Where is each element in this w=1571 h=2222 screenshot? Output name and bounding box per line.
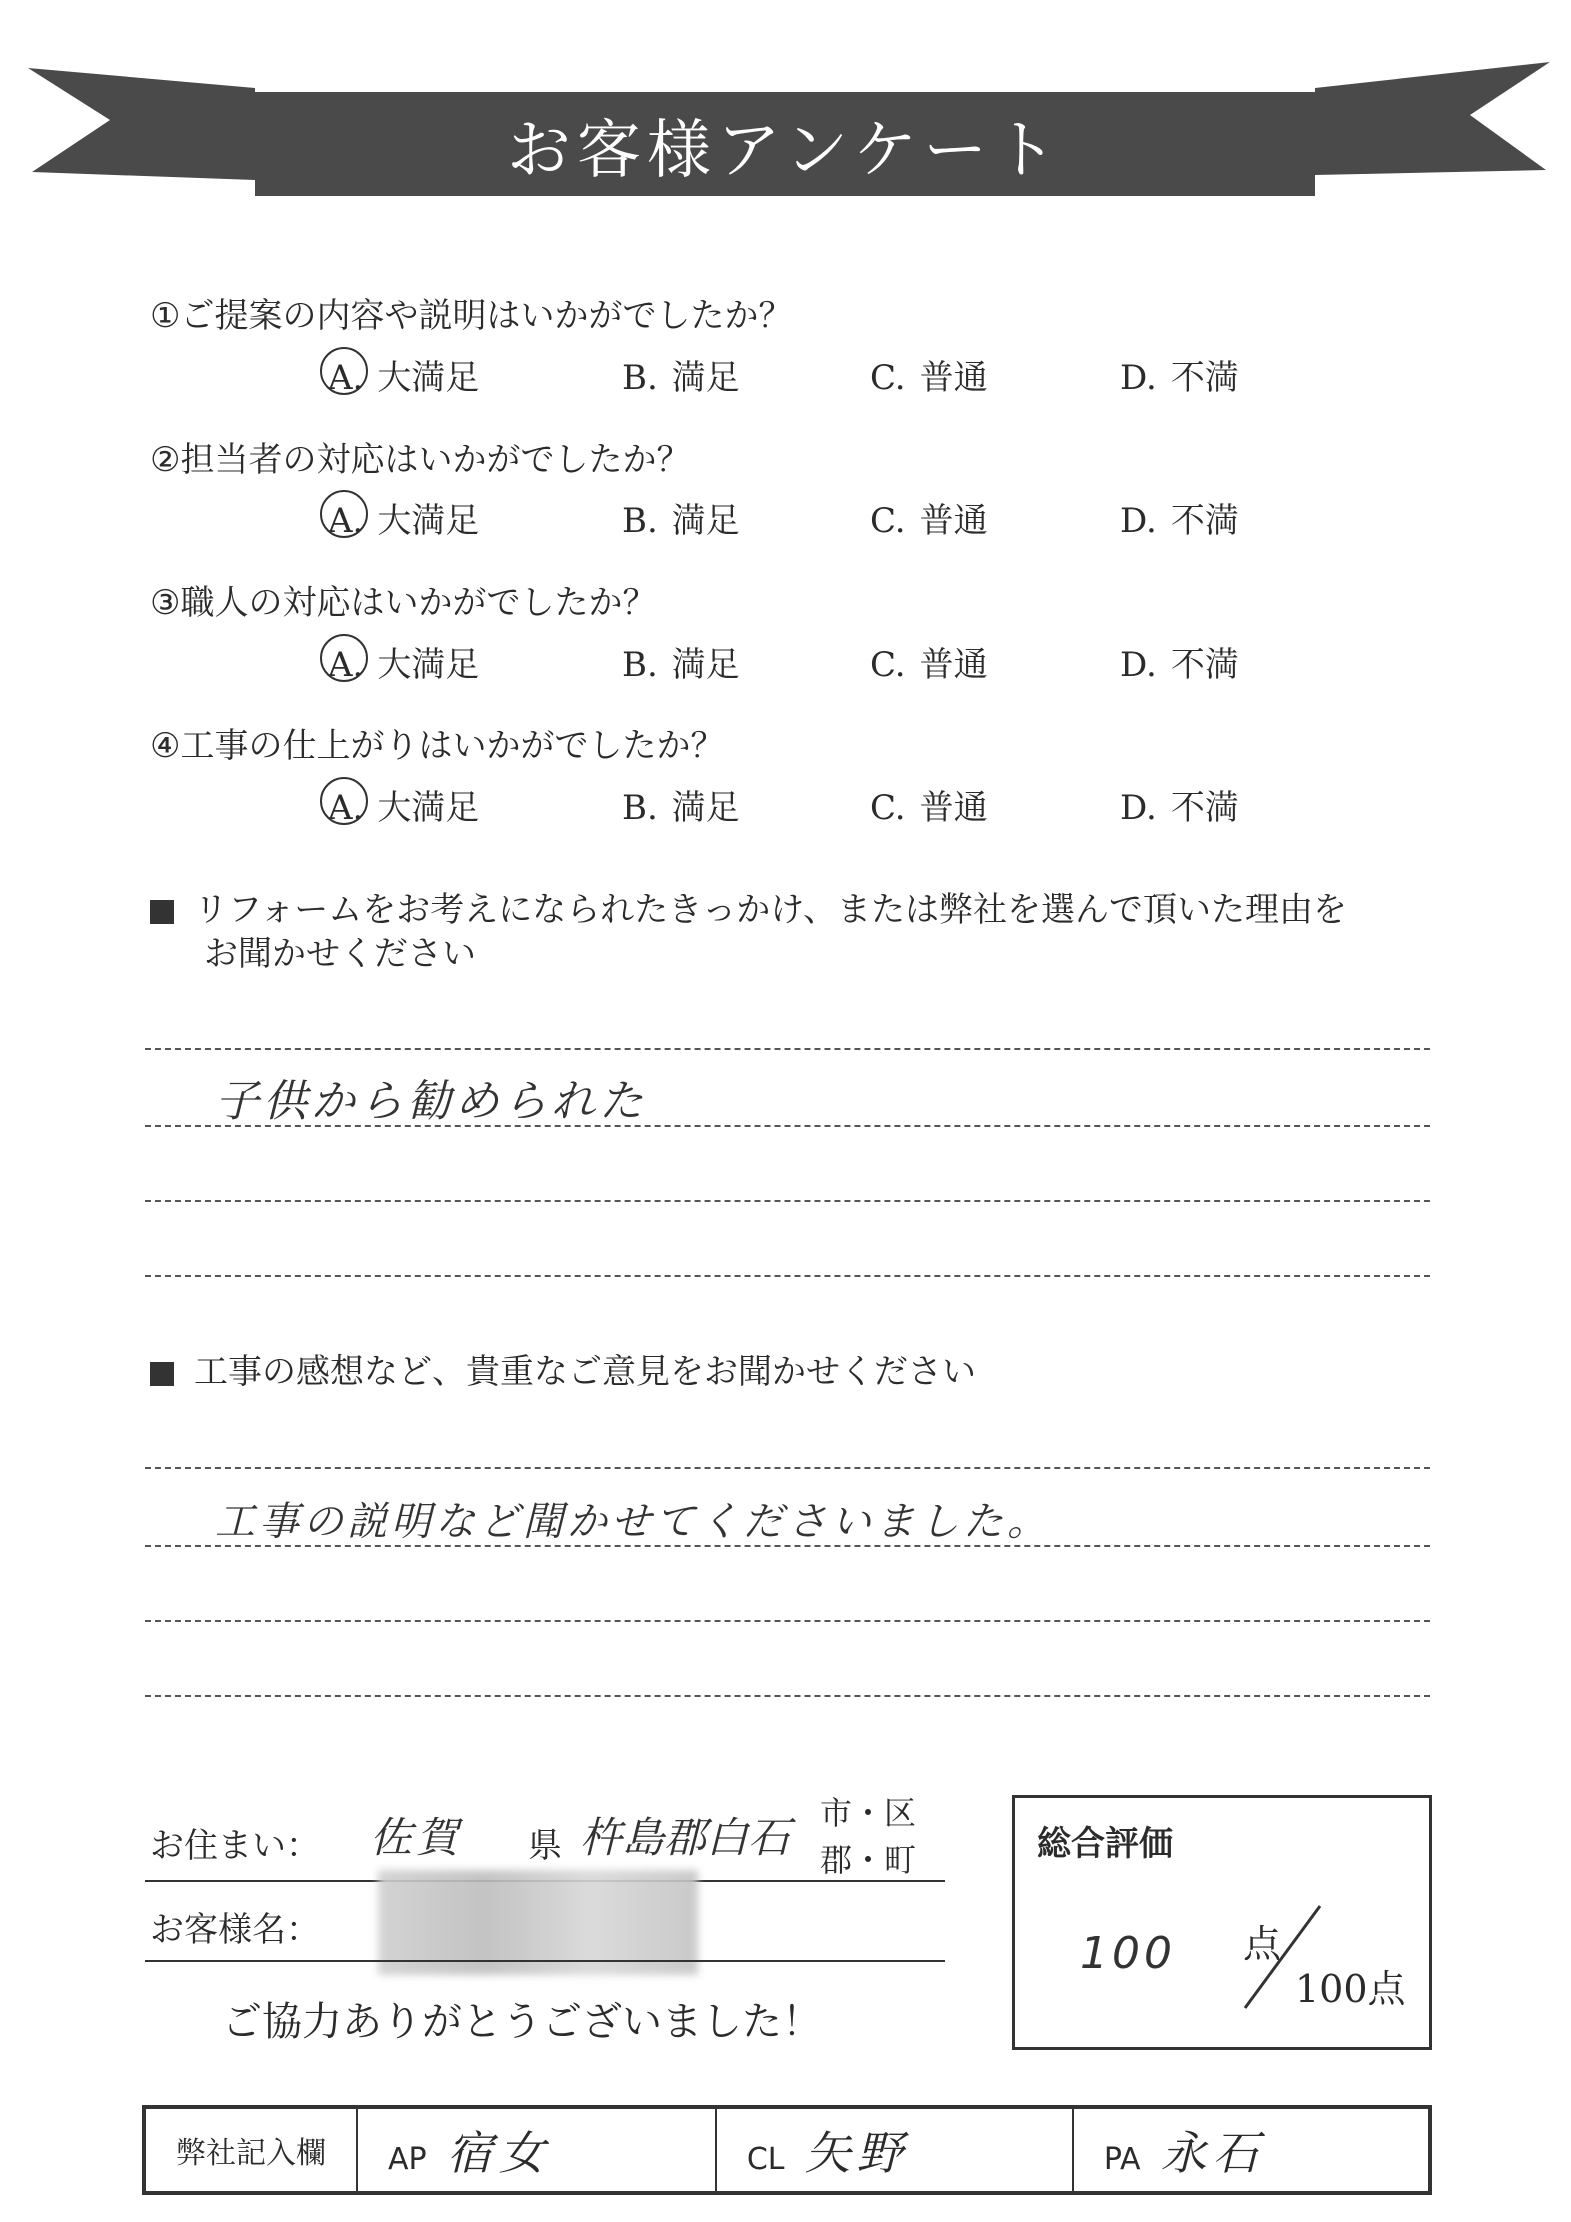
- question-4: ④工事の仕上がりはいかがでしたか？: [150, 726, 725, 766]
- answer-line: [145, 1467, 1430, 1469]
- cl-name[interactable]: 矢野: [804, 2126, 909, 2180]
- question-3: ③職人の対応はいかがでしたか？: [150, 583, 657, 623]
- question-2: ②担当者の対応はいかがでしたか？: [150, 440, 691, 480]
- question-1: ①ご提案の内容や説明はいかがでしたか？: [150, 296, 793, 336]
- q1-option-c[interactable]: C. 普通: [870, 358, 988, 398]
- customer-underline: [145, 1960, 945, 1962]
- q2-option-c[interactable]: C. 普通: [870, 501, 988, 541]
- overall-score-box: [1012, 1795, 1432, 2050]
- answer-line: [145, 1275, 1430, 1277]
- answer-line: [145, 1620, 1430, 1622]
- prefecture-suffix: 県: [528, 1826, 562, 1866]
- q4-option-c[interactable]: C. 普通: [870, 788, 988, 828]
- answer-line: [145, 1200, 1430, 1202]
- answer-line: [145, 1695, 1430, 1697]
- reason-answer[interactable]: 子供から勧められた: [215, 1076, 647, 1127]
- pa-label: PA: [1103, 2142, 1141, 2177]
- q3-option-c[interactable]: C. 普通: [870, 645, 988, 685]
- impression-answer[interactable]: 工事の説明など聞かせてくださいました。: [215, 1499, 1051, 1545]
- customer-name-label: お客様名：: [150, 1910, 320, 1950]
- q3-option-a[interactable]: A. 大満足: [328, 637, 479, 686]
- q2-option-b[interactable]: B. 満足: [622, 501, 740, 541]
- selected-circle-mark: [320, 347, 368, 395]
- page-title: お客様アンケート: [506, 114, 1064, 188]
- answer-line: [145, 1048, 1430, 1050]
- section-reason-heading: リフォームをお考えになられたきっかけ、または弊社を選んで頂いた理由を お聞かせください: [150, 888, 1440, 976]
- address-city[interactable]: 杵島郡白石: [580, 1813, 791, 1862]
- city-suffix-top: 市・区: [820, 1794, 917, 1832]
- score-max: 100点: [1295, 1967, 1406, 2011]
- q3-option-d[interactable]: D. 不満: [1120, 645, 1239, 685]
- q4-option-d[interactable]: D. 不満: [1120, 788, 1239, 828]
- office-use-table: [142, 2105, 1432, 2195]
- office-cl-cell: [716, 2107, 1073, 2193]
- cl-label: CL: [746, 2142, 785, 2177]
- office-pa-cell: [1073, 2107, 1430, 2193]
- score-label: 総合評価: [1037, 1824, 1173, 1864]
- pa-name[interactable]: 永石: [1160, 2126, 1265, 2180]
- ap-name[interactable]: 宿女: [446, 2126, 551, 2180]
- q1-option-a[interactable]: A. 大満足: [328, 350, 479, 399]
- section-impression-heading: 工事の感想など、貴重なご意見をお聞かせください: [150, 1350, 1440, 1394]
- q4-option-a[interactable]: A. 大満足: [328, 780, 479, 829]
- q2-option-a[interactable]: A. 大満足: [328, 493, 479, 542]
- score-unit: 点: [1243, 1922, 1282, 1966]
- square-bullet-icon: [150, 1362, 174, 1386]
- office-header: 弊社記入欄: [144, 2107, 357, 2193]
- answer-line: [145, 1545, 1430, 1547]
- score-slash: [1015, 1798, 1435, 2053]
- square-bullet-icon: [150, 900, 174, 924]
- q2-option-d[interactable]: D. 不満: [1120, 501, 1239, 541]
- ap-label: AP: [388, 2142, 427, 2177]
- selected-circle-mark: [320, 490, 368, 538]
- q1-option-d[interactable]: D. 不満: [1120, 358, 1239, 398]
- q4-option-b[interactable]: B. 満足: [622, 788, 740, 828]
- q1-option-b[interactable]: B. 満足: [622, 358, 740, 398]
- selected-circle-mark: [320, 634, 368, 682]
- selected-circle-mark: [320, 777, 368, 825]
- score-value[interactable]: 100: [1080, 1928, 1176, 1979]
- city-suffix-bottom: 郡・町: [820, 1841, 917, 1879]
- answer-line: [145, 1125, 1430, 1127]
- address-label: お住まい：: [150, 1826, 320, 1866]
- address-prefecture[interactable]: 佐賀: [370, 1813, 463, 1862]
- thanks-message: ご協力ありがとうございました！: [222, 1999, 822, 2045]
- office-ap-cell: [357, 2107, 716, 2193]
- q3-option-b[interactable]: B. 満足: [622, 645, 740, 685]
